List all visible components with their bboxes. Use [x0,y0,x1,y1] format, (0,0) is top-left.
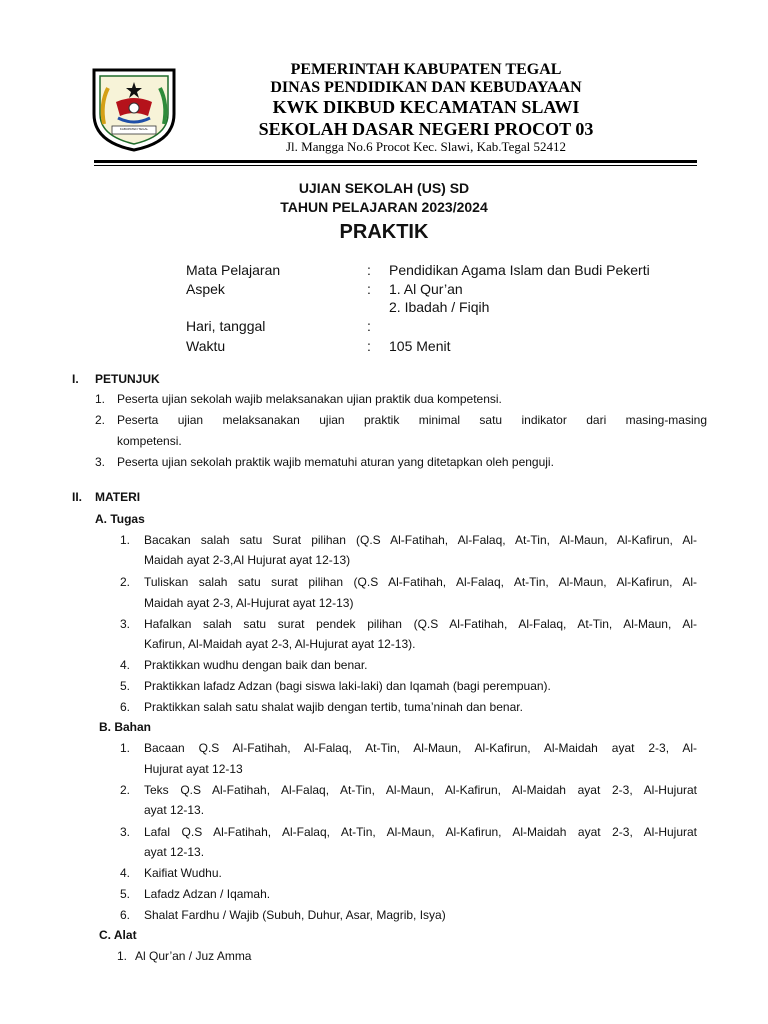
petunjuk-item-3-line-1: Peserta ujian sekolah praktik wajib mematuhi aturan yang ditetapkan oleh penguji. [117,455,554,469]
bahan-item-5-line-1: Lafadz Adzan / Iqamah. [144,887,271,901]
tugas-item-5-num: 5. [120,679,131,693]
tugas-item-1-line-2: Maidah ayat 2-3,Al Hujurat ayat 12-13) [144,553,351,567]
subheading-tugas: A. Tugas [95,512,145,526]
tugas-item-6-line-1: Praktikkan salah satu shalat wajib dengan tertib, tuma’ninah dan benar. [144,700,523,714]
subheading-alat: C. Alat [99,928,137,942]
tugas-item-5-line-1: Praktikkan lafadz Adzan (bagi siswa laki-laki) dan Iqamah (bagi perempuan). [144,679,551,693]
bahan-item-3-num: 3. [120,825,131,839]
petunjuk-item-2-num: 2. [95,413,106,427]
bahan-item-6-num: 6. [120,908,131,922]
tugas-item-4-num: 4. [120,658,131,672]
logo-caption: KABUPATEN TEGAL [119,127,149,131]
header-rule-thin [94,165,697,166]
section-num-materi: II. [72,490,83,504]
tugas-item-6-num: 6. [120,700,131,714]
header-line-3: KWK DIKBUD KECAMATAN SLAWI [272,97,580,117]
petunjuk-item-2-line-2: kompetensi. [117,434,182,448]
bahan-item-6-line-1: Shalat Fardhu / Wajib (Subuh, Duhur, Asar, Magrib, Isya) [144,908,446,922]
bahan-item-1-line-2: Hujurat ayat 12-13 [144,762,243,776]
tugas-item-2-num: 2. [120,575,131,589]
petunjuk-item-2-line-1: Peserta ujian melaksanakan ujian praktik minimal satu indikator dari masing-masing [117,413,707,427]
section-heading-petunjuk: PETUNJUK [95,372,160,386]
section-heading-materi: MATERI [95,490,141,504]
bahan-item-2-line-2: ayat 12-13. [144,803,205,817]
petunjuk-item-3-num: 3. [95,455,106,469]
tugas-item-1-num: 1. [120,533,131,547]
aspek-label: Aspek [186,281,225,297]
tugas-item-1-line-1: Bacakan salah satu Surat pilihan (Q.S Al-Fatihah, Al-Falaq, At-Tin, Al-Maun, Al-Kafirun, Al- [144,533,697,547]
aspek-item-1: 1. Al Qur’an [389,281,463,297]
tugas-item-4-line-1: Praktikkan wudhu dengan baik dan benar. [144,658,368,672]
waktu-label: Waktu [186,338,226,354]
waktu-value: 105 Menit [389,338,451,354]
bahan-item-1-num: 1. [120,741,131,755]
tugas-item-2-line-1: Tuliskan salah satu surat pilihan (Q.S Al-Fatihah, Al-Falaq, At-Tin, Al-Maun, Al-Kafirun, Al- [144,575,697,589]
bahan-item-3-line-1: Lafal Q.S Al-Fatihah, Al-Falaq, At-Tin, Al-Maun, Al-Kafirun, Al-Maidah ayat 2-3, Al-Hujurat [144,825,697,839]
header-line-1: PEMERINTAH KABUPATEN TEGAL [290,61,562,78]
header-line-4: SEKOLAH DASAR NEGERI PROCOT 03 [258,119,594,139]
tugas-item-2-line-2: Maidah ayat 2-3, Al-Hujurat ayat 12-13) [144,596,354,610]
alat-item-1-line-1: Al Qur’an / Juz Amma [135,949,252,963]
mapel-label: Mata Pelajaran [186,262,281,278]
exam-title-3: PRAKTIK [339,221,429,243]
bahan-item-2-line-1: Teks Q.S Al-Fatihah, Al-Falaq, At-Tin, Al-Maun, Al-Kafirun, Al-Maidah ayat 2-3, Al-Hujurat [144,783,697,797]
header-address: Jl. Mangga No.6 Procot Kec. Slawi, Kab.Tegal 52412 [286,139,566,154]
bahan-item-5-num: 5. [120,887,131,901]
mapel-value: Pendidikan Agama Islam dan Budi Pekerti [389,262,650,278]
bahan-item-2-num: 2. [120,783,131,797]
aspek-item-2: 2. Ibadah / Fiqih [389,299,490,315]
hari-label: Hari, tanggal [186,318,266,334]
tugas-item-3-line-1: Hafalkan salah satu surat pendek pilihan (Q.S Al-Fatihah, Al-Falaq, At-Tin, Al-Maun, Al- [144,617,697,631]
aspek-colon: : [367,281,371,297]
section-num-petunjuk: I. [72,372,79,386]
bahan-item-4-line-1: Kaifiat Wudhu. [144,866,222,880]
subheading-bahan: B. Bahan [99,720,152,734]
bahan-item-3-line-2: ayat 12-13. [144,845,205,859]
tugas-item-3-num: 3. [120,617,131,631]
exam-title-1: UJIAN SEKOLAH (US) SD [298,180,470,196]
waktu-colon: : [367,338,371,354]
bahan-item-4-num: 4. [120,866,131,880]
petunjuk-item-1-line-1: Peserta ujian sekolah wajib melaksanakan ujian praktik dua kompetensi. [117,392,502,406]
mapel-colon: : [367,262,371,278]
exam-title-2: TAHUN PELAJARAN 2023/2024 [280,199,488,215]
bahan-item-1-line-1: Bacaan Q.S Al-Fatihah, Al-Falaq, At-Tin, Al-Maun, Al-Kafirun, Al-Maidah ayat 2-3, Al- [144,741,697,755]
tugas-item-3-line-2: Kafirun, Al-Maidah ayat 2-3, Al-Hujurat ayat 12-13). [144,637,416,651]
hari-colon: : [367,318,371,334]
kabupaten-tegal-logo [88,64,180,152]
header-line-2: DINAS PENDIDIKAN DAN KEBUDAYAAN [270,79,582,96]
alat-item-1-num: 1. [117,949,128,963]
petunjuk-item-1-num: 1. [95,392,106,406]
header-rule-thick [94,160,697,163]
